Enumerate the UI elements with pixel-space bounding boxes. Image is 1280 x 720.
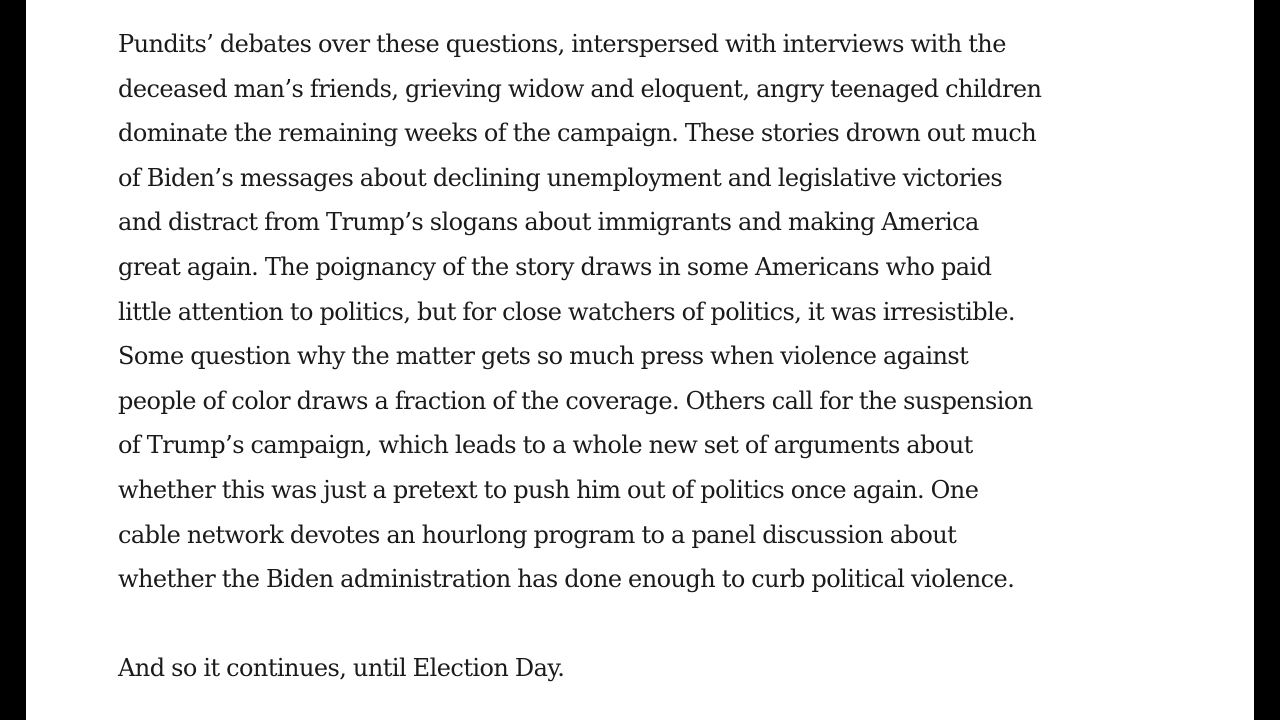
document-page bbox=[26, 0, 1254, 720]
text-line: and distract from Trump’s slogans about immigrants and making America bbox=[118, 208, 979, 237]
text-line: cable network devotes an hourlong program to a panel discussion about bbox=[118, 520, 957, 549]
text-line: great again. The poignancy of the story draws in some Americans who paid bbox=[118, 252, 992, 281]
text-line: of Trump’s campaign, which leads to a whole new set of arguments about bbox=[118, 431, 973, 460]
paragraph-1 bbox=[118, 22, 1198, 602]
text-line: And so it continues, until Election Day. bbox=[118, 654, 565, 683]
paragraph-2 bbox=[118, 646, 1198, 691]
text-line: whether the Biden administration has done enough to curb political violence. bbox=[118, 565, 1015, 594]
article-body bbox=[118, 22, 1198, 691]
text-line: little attention to politics, but for close watchers of politics, it was irresistible. bbox=[118, 297, 1015, 326]
text-line: people of color draws a fraction of the coverage. Others call for the suspension bbox=[118, 386, 1033, 415]
text-line: Pundits’ debates over these questions, interspersed with interviews with the bbox=[118, 30, 1006, 58]
text-line: of Biden’s messages about declining unemployment and legislative victories bbox=[118, 163, 1003, 192]
text-line: Some question why the matter gets so much press when violence against bbox=[118, 342, 969, 371]
text-line: whether this was just a pretext to push him out of politics once again. One bbox=[118, 475, 979, 504]
text-line: dominate the remaining weeks of the campaign. These stories drown out much bbox=[118, 119, 1037, 148]
text-line: deceased man’s friends, grieving widow and eloquent, angry teenaged children bbox=[118, 74, 1042, 103]
paragraph-spacer bbox=[118, 602, 1198, 647]
